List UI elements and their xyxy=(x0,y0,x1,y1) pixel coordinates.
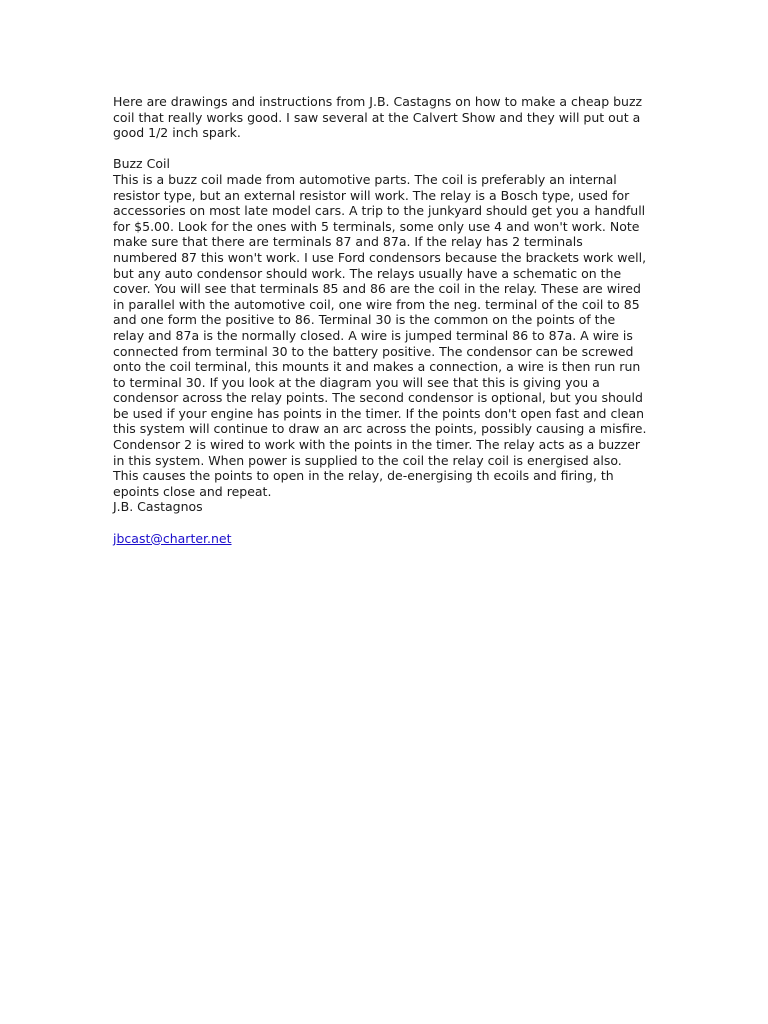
body-line: relay and 87a is the normally closed. A wire is jumped terminal 86 to 87a. A wire is xyxy=(113,327,633,343)
body-line: cover. You will see that terminals 85 and 86 are the coil in the relay. These are wired xyxy=(113,281,641,297)
body-line: but any auto condensor should work. The relays usually have a schematic on the xyxy=(113,265,622,281)
body-line: in parallel with the automotive coil, one wire from the neg. terminal of the coil to 85 xyxy=(113,296,640,312)
body-line: resistor type, but an external resistor will work. The relay is a Bosch type, used for xyxy=(113,187,630,203)
intro-paragraph xyxy=(113,94,658,141)
body-line: numbered 87 this won't work. I use Ford condensors because the brackets work well, xyxy=(113,249,647,265)
body-line: for $5.00. Look for the ones with 5 terminals, some only use 4 and won't work. Note xyxy=(113,218,640,234)
body-line: in this system. When power is supplied to the coil the relay coil is energised also. xyxy=(113,452,622,468)
body-line: This causes the points to open in the relay, de-energising th ecoils and firing, th xyxy=(113,468,614,484)
body-line: this system will continue to draw an arc across the points, possibly causing a misfire. xyxy=(113,421,647,437)
body-line: be used if your engine has points in the timer. If the points don't open fast and clean xyxy=(113,405,645,421)
intro-line: good 1/2 inch spark. xyxy=(113,125,241,141)
body-line: connected from terminal 30 to the battery positive. The condensor can be screwed xyxy=(113,343,634,359)
email-link[interactable]: jbcast@charter.net xyxy=(113,530,232,546)
body-line: condensor across the relay points. The second condensor is optional, but you should xyxy=(113,390,643,406)
document-page xyxy=(113,94,658,546)
body-line: to terminal 30. If you look at the diagram you will see that this is giving you a xyxy=(113,374,600,390)
email-line xyxy=(113,515,658,546)
body-line: This is a buzz coil made from automotive parts. The coil is preferably an internal xyxy=(113,171,617,187)
body-line: Condensor 2 is wired to work with the points in the timer. The relay acts as a buzzer xyxy=(113,437,641,453)
author-name: J.B. Castagnos xyxy=(113,499,203,515)
intro-line: Here are drawings and instructions from J.B. Castagns on how to make a cheap buzz xyxy=(113,94,643,109)
body-line: make sure that there are terminals 87 and 87a. If the relay has 2 terminals xyxy=(113,234,583,250)
body-line: onto the coil terminal, this mounts it and makes a connection, a wire is then run run xyxy=(113,359,641,375)
body-line: accessories on most late model cars. A trip to the junkyard should get you a handfull xyxy=(113,203,646,219)
body-paragraph xyxy=(113,172,658,499)
paragraph-gap xyxy=(113,141,658,157)
body-line: and one form the positive to 86. Terminal 30 is the common on the points of the xyxy=(113,312,616,328)
intro-line: coil that really works good. I saw several at the Calvert Show and they will put out a xyxy=(113,109,641,125)
body-line: epoints close and repeat. xyxy=(113,483,272,499)
section-title: Buzz Coil xyxy=(113,156,170,172)
